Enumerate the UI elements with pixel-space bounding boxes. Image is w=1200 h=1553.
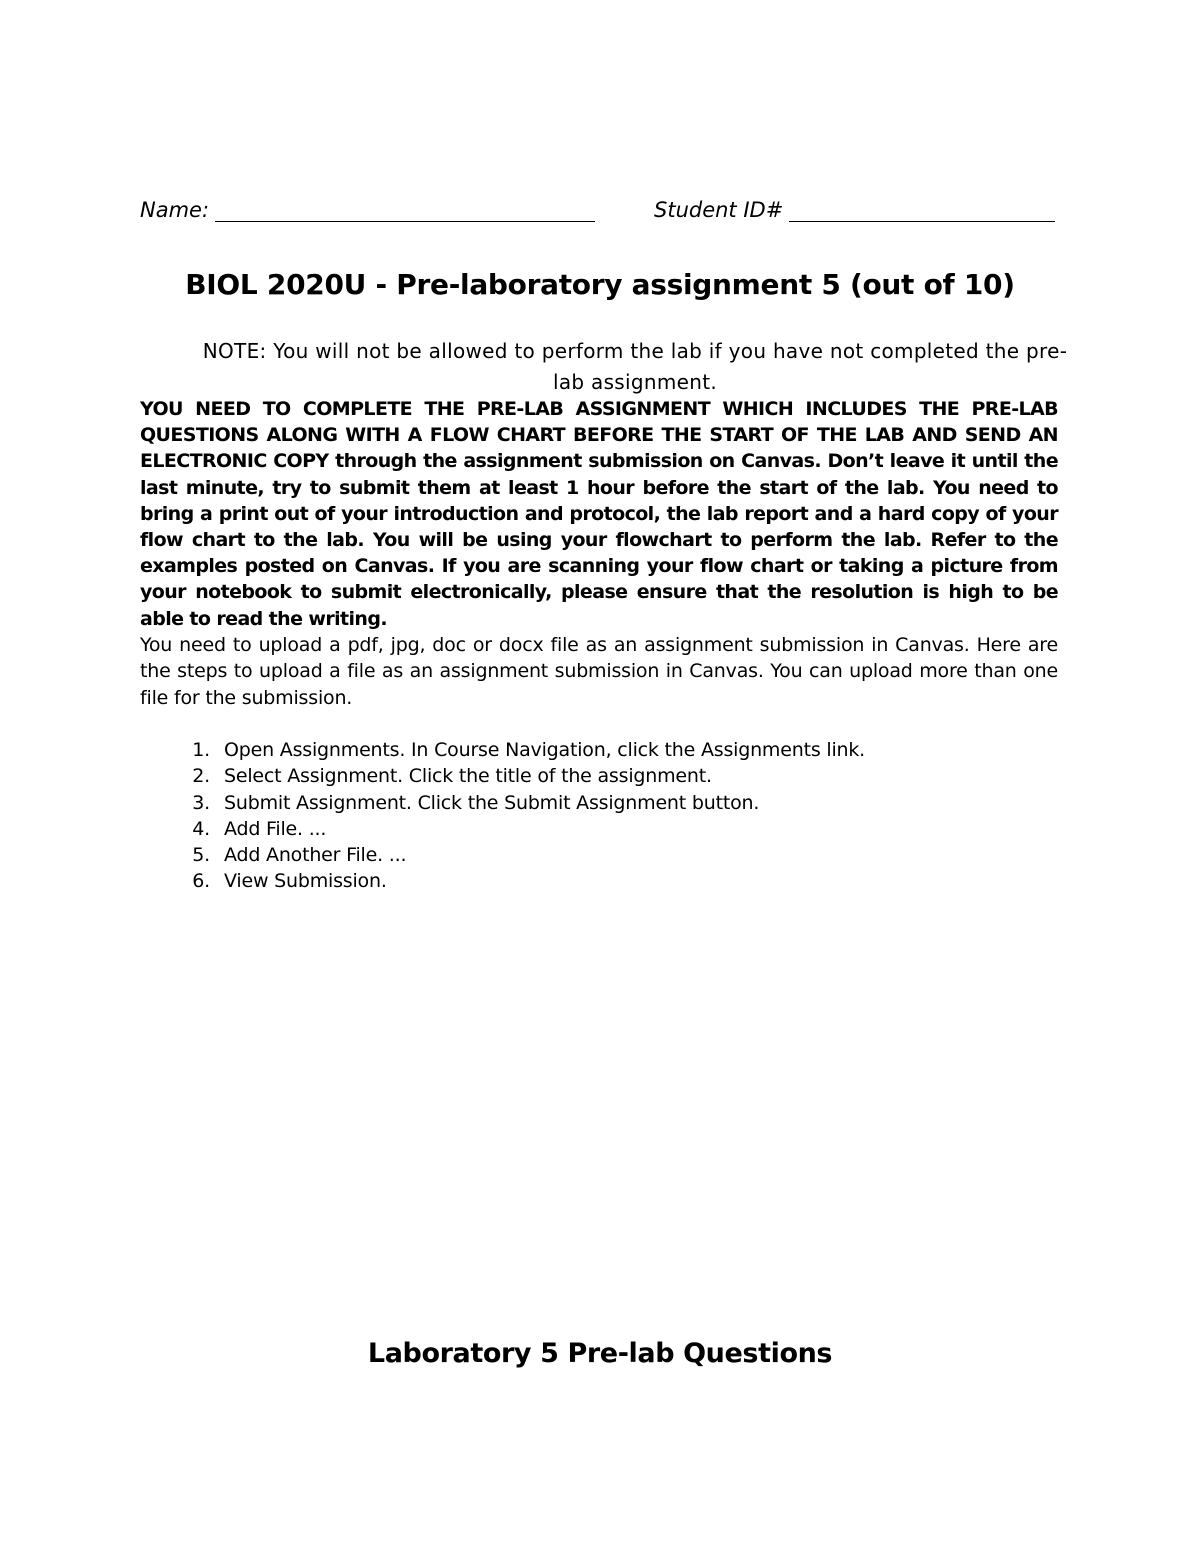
step-number: 1. — [192, 739, 210, 761]
step-number: 2. — [192, 765, 210, 788]
step-text: Open Assignments. In Course Navigation, click the Assignments link. — [224, 739, 866, 761]
name-id-row — [140, 198, 1060, 232]
step-text: Submit Assignment. Click the Submit Assignment button. — [224, 791, 760, 814]
list-item — [140, 737, 1058, 763]
step-number: 6. — [192, 870, 210, 893]
warning-paragraph: YOU NEED TO COMPLETE THE PRE-LAB ASSIGNMENT WHICH INCLUDES THE PRE-LAB QUESTIONS ALONG WITH A FLOW CHART BEFORE THE START OF THE LAB AND SEND AN ELECTRONIC COPY through the assignment submission on Canvas. Don’t leave it until the last minute, try to submit them at least 1 hour before the start of the lab. You need to bring a print out of your introduction and protocol, the lab report and a hard copy of your flow chart to the lab. You will be using your flowchart to perform the lab. Refer to the examples posted on Canvas. If you are scanning your flow chart or taking a picture from your notebook to submit electronically, please ensure that the resolution is high to be able to read the writing. — [140, 398, 1058, 630]
name-field — [140, 198, 595, 222]
list-item — [140, 763, 1058, 789]
step-text: Add File. ... — [224, 817, 327, 840]
instructions-paragraph: You need to upload a pdf, jpg, doc or docx file as an assignment submission in Canvas. Here are the steps to upload a file as an assignment submission in Canvas. You can upload more than one file for the submission. — [140, 634, 1058, 709]
name-blank-line — [215, 199, 595, 222]
list-item — [140, 816, 1058, 842]
list-item — [140, 868, 1058, 894]
step-text: Select Assignment. Click the title of the assignment. — [224, 765, 712, 788]
step-text: Add Another File. ... — [224, 844, 407, 867]
step-number: 4. — [192, 817, 210, 840]
step-number: 5. — [192, 844, 210, 867]
student-id-field — [654, 198, 1055, 222]
step-text: View Submission. — [224, 870, 387, 893]
name-label: Name: — [140, 198, 210, 222]
step-number: 3. — [192, 791, 210, 814]
student-id-blank-line — [789, 199, 1055, 222]
upload-steps-list — [140, 737, 1058, 895]
list-item — [140, 842, 1058, 868]
section-title: Laboratory 5 Pre-lab Questions — [367, 1338, 833, 1369]
note-text: NOTE: You will not be allowed to perform the lab if you have not completed the pre-lab assignment. — [202, 339, 1068, 394]
student-id-label: Student ID# — [654, 198, 784, 222]
document-title: BIOL 2020U - Pre-laboratory assignment 5 (out of 10) — [185, 268, 1015, 301]
list-item — [140, 790, 1058, 816]
